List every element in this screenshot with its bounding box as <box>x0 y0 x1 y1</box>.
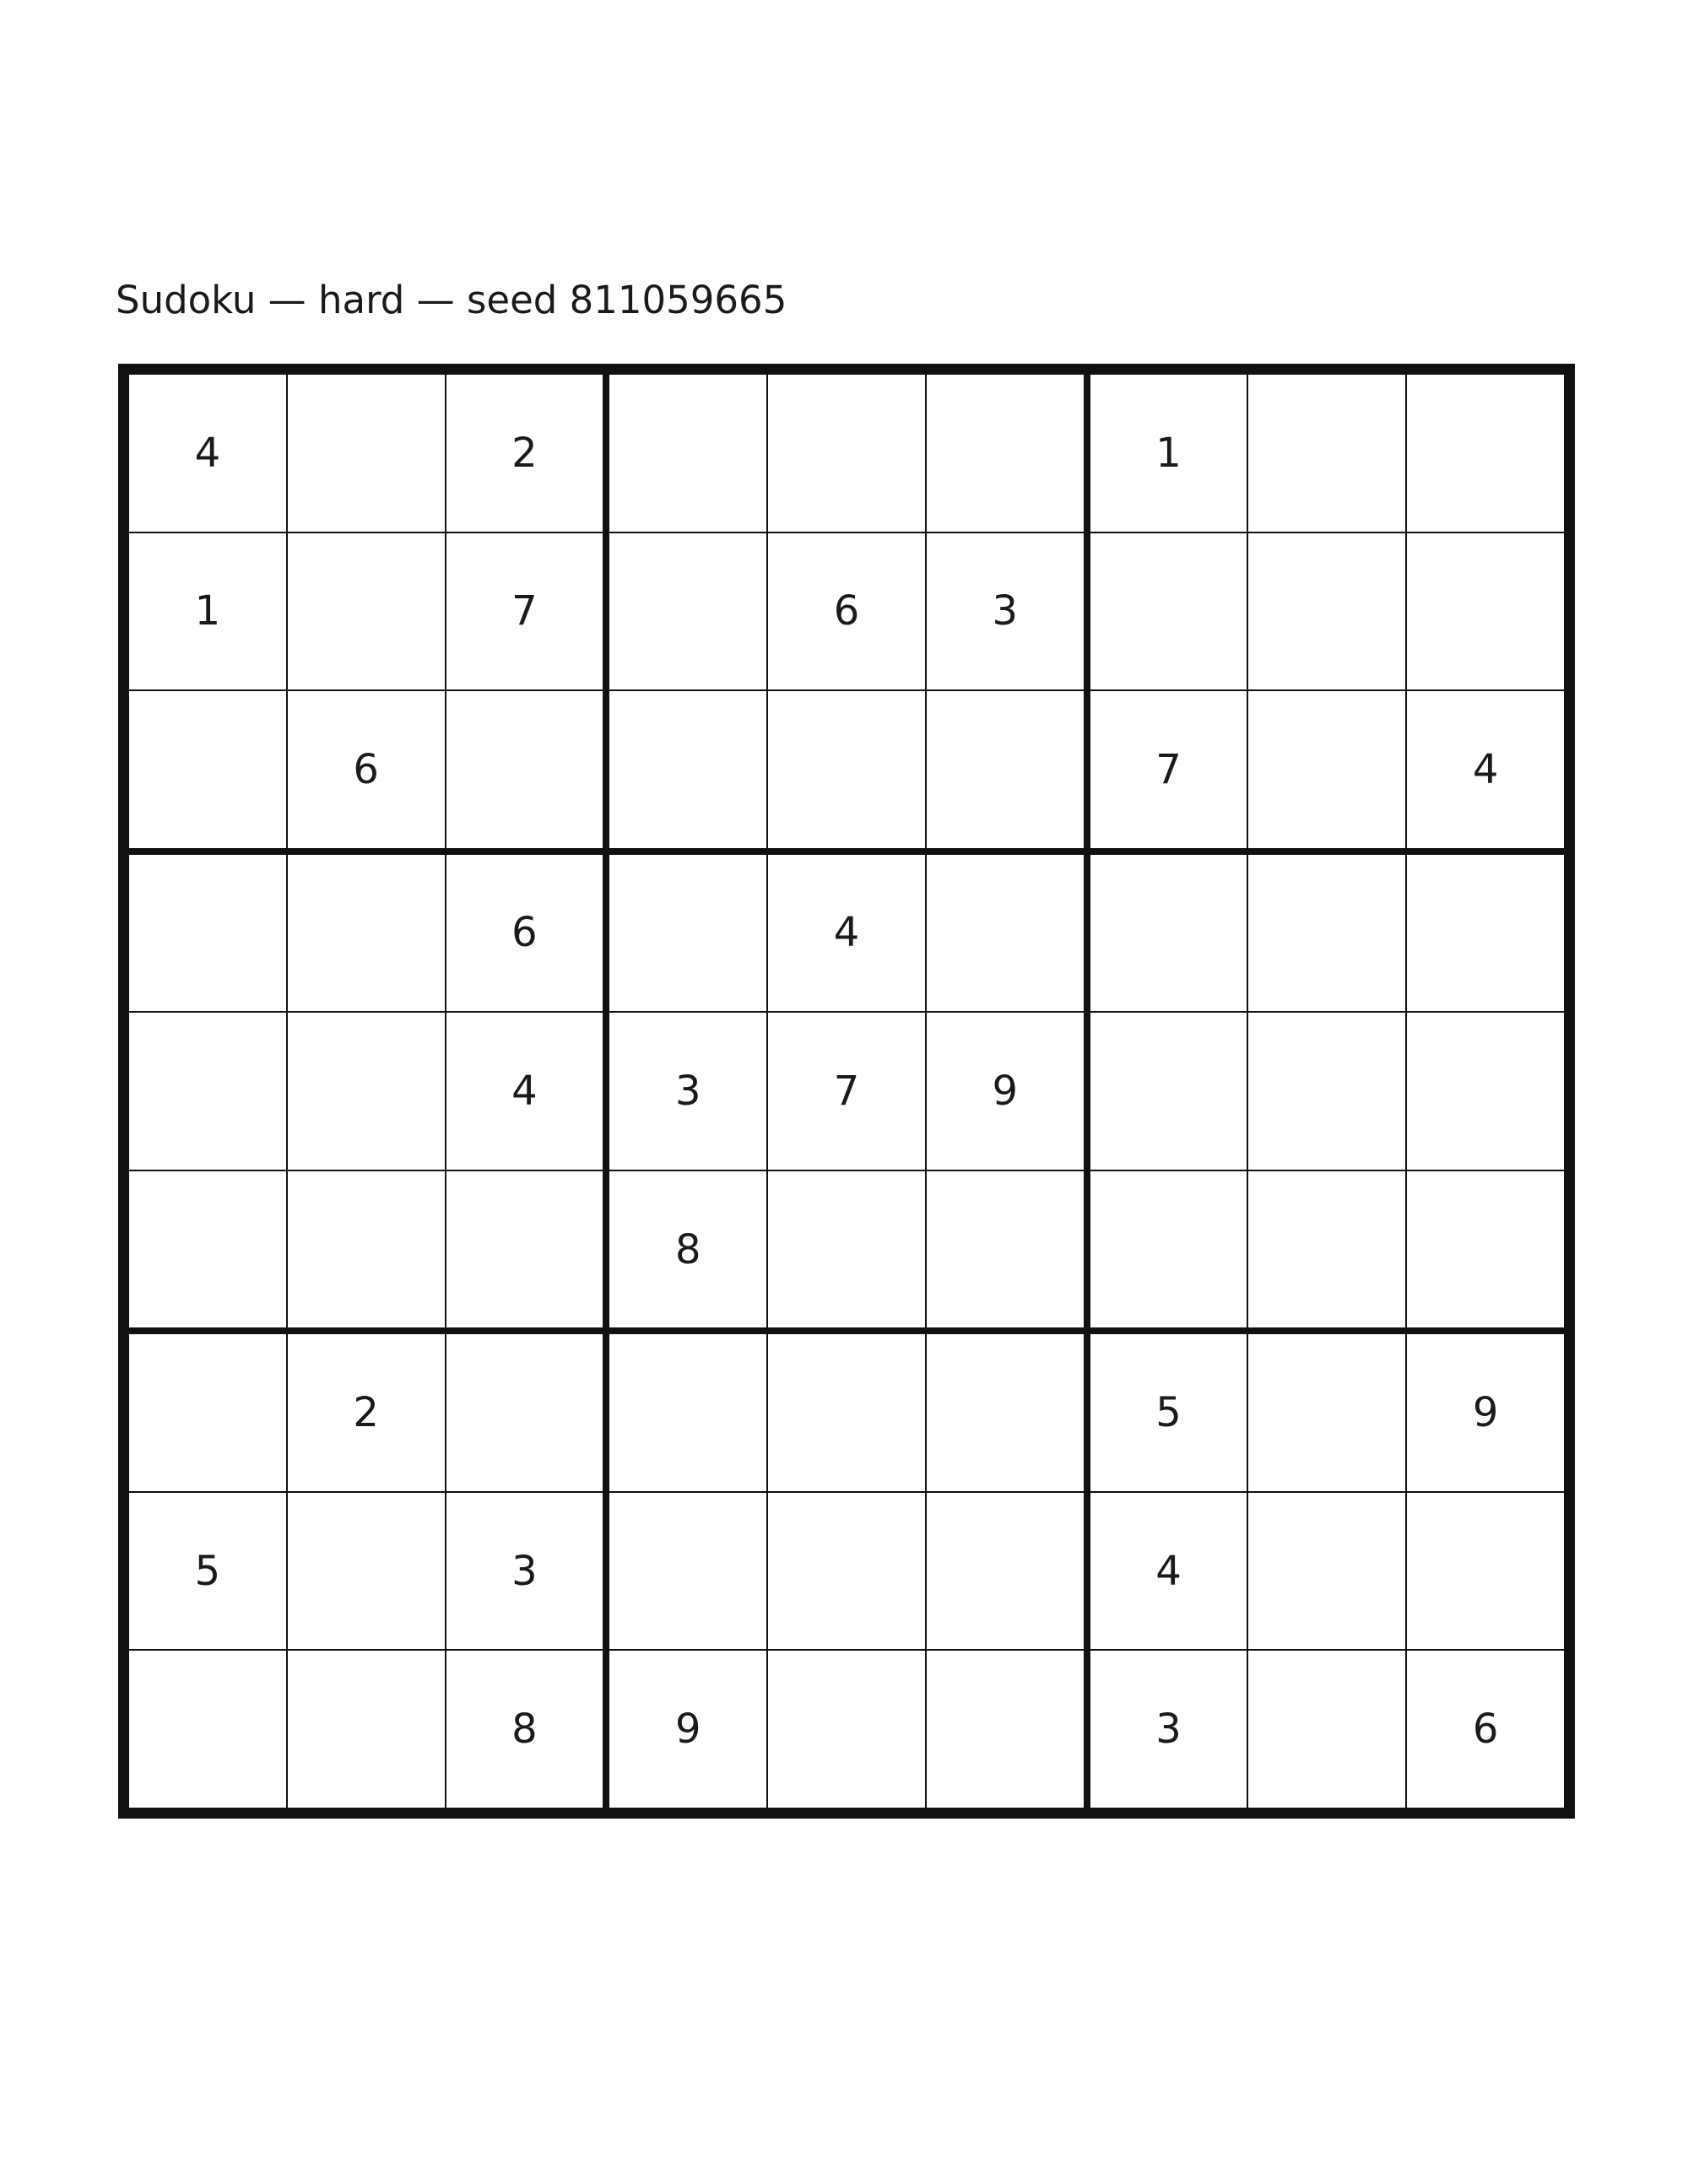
cell-r5c6[interactable]: 9 <box>926 1012 1085 1170</box>
cell-r3c7[interactable]: 7 <box>1090 690 1248 849</box>
cell-r5c7[interactable] <box>1090 1012 1248 1170</box>
cell-r7c3[interactable] <box>446 1333 604 1492</box>
cell-r6c3[interactable] <box>446 1170 604 1329</box>
cell-r3c2[interactable]: 6 <box>287 690 446 849</box>
block-top-left <box>126 371 606 851</box>
cell-r9c3[interactable]: 8 <box>446 1650 604 1808</box>
cell-r9c2[interactable] <box>287 1650 446 1808</box>
cell-r5c2[interactable] <box>287 1012 446 1170</box>
cell-r5c3[interactable]: 4 <box>446 1012 604 1170</box>
cell-r4c8[interactable] <box>1247 854 1406 1013</box>
sudoku-grid <box>118 364 1575 1819</box>
cell-r6c2[interactable] <box>287 1170 446 1329</box>
block-middle-right <box>1087 851 1567 1332</box>
cell-r6c1[interactable] <box>128 1170 287 1329</box>
cell-r1c2[interactable] <box>287 374 446 532</box>
cell-r1c6[interactable] <box>926 374 1085 532</box>
cell-r5c8[interactable] <box>1247 1012 1406 1170</box>
cell-r6c5[interactable] <box>767 1170 926 1329</box>
cell-r9c9[interactable]: 6 <box>1406 1650 1565 1808</box>
block-bottom-right <box>1087 1331 1567 1811</box>
cell-r6c4[interactable]: 8 <box>609 1170 767 1329</box>
cell-r8c3[interactable]: 3 <box>446 1492 604 1651</box>
cell-r8c6[interactable] <box>926 1492 1085 1651</box>
cell-r7c8[interactable] <box>1247 1333 1406 1492</box>
cell-r7c5[interactable] <box>767 1333 926 1492</box>
cell-r7c9[interactable]: 9 <box>1406 1333 1565 1492</box>
page-title: Sudoku — hard — seed 811059665 <box>116 278 787 322</box>
block-top-center <box>606 371 1086 851</box>
cell-r1c5[interactable] <box>767 374 926 532</box>
cell-r3c9[interactable]: 4 <box>1406 690 1565 849</box>
cell-r8c2[interactable] <box>287 1492 446 1651</box>
cell-r9c6[interactable] <box>926 1650 1085 1808</box>
cell-r5c9[interactable] <box>1406 1012 1565 1170</box>
block-top-right <box>1087 371 1567 851</box>
cell-r2c4[interactable] <box>609 532 767 691</box>
cell-r4c4[interactable] <box>609 854 767 1013</box>
cell-r8c1[interactable]: 5 <box>128 1492 287 1651</box>
cell-r4c7[interactable] <box>1090 854 1248 1013</box>
cell-r6c7[interactable] <box>1090 1170 1248 1329</box>
block-middle-center <box>606 851 1086 1332</box>
cell-r6c8[interactable] <box>1247 1170 1406 1329</box>
cell-r3c8[interactable] <box>1247 690 1406 849</box>
cell-r4c1[interactable] <box>128 854 287 1013</box>
cell-r5c5[interactable]: 7 <box>767 1012 926 1170</box>
cell-r3c5[interactable] <box>767 690 926 849</box>
cell-r1c8[interactable] <box>1247 374 1406 532</box>
cell-r1c7[interactable]: 1 <box>1090 374 1248 532</box>
block-middle-left <box>126 851 606 1332</box>
cell-r5c4[interactable]: 3 <box>609 1012 767 1170</box>
cell-r9c7[interactable]: 3 <box>1090 1650 1248 1808</box>
cell-r6c9[interactable] <box>1406 1170 1565 1329</box>
cell-r8c5[interactable] <box>767 1492 926 1651</box>
cell-r3c1[interactable] <box>128 690 287 849</box>
cell-r7c7[interactable]: 5 <box>1090 1333 1248 1492</box>
cell-r4c2[interactable] <box>287 854 446 1013</box>
cell-r7c4[interactable] <box>609 1333 767 1492</box>
cell-r1c4[interactable] <box>609 374 767 532</box>
cell-r3c4[interactable] <box>609 690 767 849</box>
cell-r8c4[interactable] <box>609 1492 767 1651</box>
cell-r8c9[interactable] <box>1406 1492 1565 1651</box>
cell-r8c7[interactable]: 4 <box>1090 1492 1248 1651</box>
cell-r2c2[interactable] <box>287 532 446 691</box>
cell-r5c1[interactable] <box>128 1012 287 1170</box>
cell-r8c8[interactable] <box>1247 1492 1406 1651</box>
cell-r2c1[interactable]: 1 <box>128 532 287 691</box>
cell-r4c3[interactable]: 6 <box>446 854 604 1013</box>
cell-r4c6[interactable] <box>926 854 1085 1013</box>
cell-r2c5[interactable]: 6 <box>767 532 926 691</box>
cell-r2c3[interactable]: 7 <box>446 532 604 691</box>
cell-r2c7[interactable] <box>1090 532 1248 691</box>
block-bottom-left <box>126 1331 606 1811</box>
cell-r9c4[interactable]: 9 <box>609 1650 767 1808</box>
cell-r9c8[interactable] <box>1247 1650 1406 1808</box>
cell-r2c8[interactable] <box>1247 532 1406 691</box>
cell-r6c6[interactable] <box>926 1170 1085 1329</box>
cell-r4c9[interactable] <box>1406 854 1565 1013</box>
cell-r1c1[interactable]: 4 <box>128 374 287 532</box>
cell-r2c9[interactable] <box>1406 532 1565 691</box>
cell-r3c3[interactable] <box>446 690 604 849</box>
cell-r1c3[interactable]: 2 <box>446 374 604 532</box>
cell-r3c6[interactable] <box>926 690 1085 849</box>
cell-r4c5[interactable]: 4 <box>767 854 926 1013</box>
cell-r2c6[interactable]: 3 <box>926 532 1085 691</box>
block-bottom-center <box>606 1331 1086 1811</box>
cell-r9c5[interactable] <box>767 1650 926 1808</box>
cell-r7c6[interactable] <box>926 1333 1085 1492</box>
cell-r7c2[interactable]: 2 <box>287 1333 446 1492</box>
cell-r1c9[interactable] <box>1406 374 1565 532</box>
cell-r7c1[interactable] <box>128 1333 287 1492</box>
cell-r9c1[interactable] <box>128 1650 287 1808</box>
